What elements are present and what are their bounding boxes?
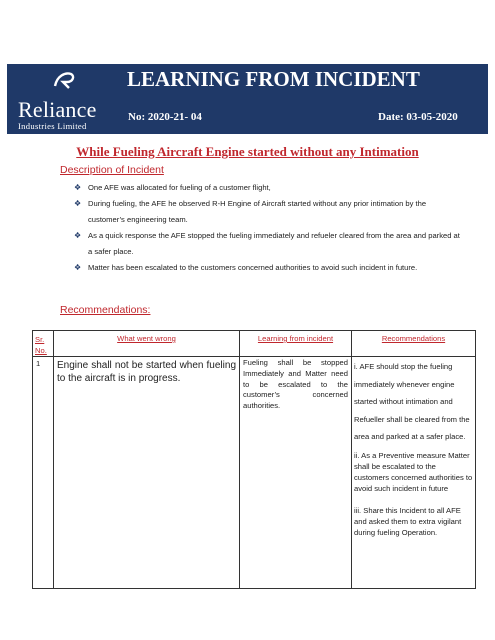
column-header-learning: Learning from incident — [240, 331, 352, 357]
column-header-sr-no: Sr. No. — [33, 331, 54, 357]
diamond-bullet-icon: ❖ — [74, 263, 82, 272]
logo-name: Reliance — [18, 97, 97, 122]
recommendations-heading: Recommendations: — [60, 304, 151, 316]
description-list — [74, 180, 464, 276]
list-item: ❖ One AFE was allocated for fueling of a customer flight, — [74, 180, 464, 196]
recommendation-item: iii. Share this Incident to all AFE and asked them to extra vigilant during fueling Operation. — [354, 505, 462, 537]
report-date: Date: 03-05-2020 — [378, 111, 458, 123]
column-header-recommendations: Recommendations — [352, 331, 476, 357]
logo-subtitle: Industries Limited — [18, 121, 87, 131]
reliance-logo-icon — [53, 70, 77, 90]
cell-sr-no: 1 — [33, 357, 54, 589]
cell-learning: Fueling shall be stopped Immediately and Matter need to be escalated to the customer’s concerned authorities. — [240, 357, 352, 589]
description-heading: Description of Incident — [60, 164, 164, 176]
diamond-bullet-icon: ❖ — [74, 199, 82, 208]
incident-title: While Fueling Aircraft Engine started without any Intimation — [76, 144, 419, 159]
list-item: ❖ Matter has been escalated to the customers concerned authorities to avoid such incident in future. — [74, 260, 464, 276]
cell-what-went-wrong: Engine shall not be started when fueling to the aircraft is in progress. — [54, 357, 240, 589]
table-header-row — [33, 331, 476, 357]
list-item: ❖ As a quick response the AFE stopped the fueling immediately and refueler cleared from the area and parked at a safer place. — [74, 228, 464, 260]
column-header-what-went-wrong: What went wrong — [54, 331, 240, 357]
report-number: No: 2020-21- 04 — [128, 111, 202, 123]
diamond-bullet-icon: ❖ — [74, 183, 82, 192]
recommendation-item: ii. As a Preventive measure Matter shall be escalated to the customers concerned authorities to avoid such incident in future — [354, 450, 473, 493]
list-item: ❖ During fueling, the AFE he observed R-H Engine of Aircraft started without any prior intimation by the customer’s engineering team. — [74, 196, 464, 228]
company-logo — [7, 64, 121, 134]
cell-recommendations — [352, 357, 476, 589]
recommendation-item: i. AFE should stop the fueling immediately whenever engine started without intimation and Refueller shall be cleared from the area and parked at a safer place. — [354, 362, 470, 441]
diamond-bullet-icon: ❖ — [74, 231, 82, 240]
table-row — [33, 357, 476, 589]
banner-title: LEARNING FROM INCIDENT — [127, 67, 420, 91]
recommendations-table — [32, 330, 476, 589]
header-banner — [7, 64, 488, 134]
